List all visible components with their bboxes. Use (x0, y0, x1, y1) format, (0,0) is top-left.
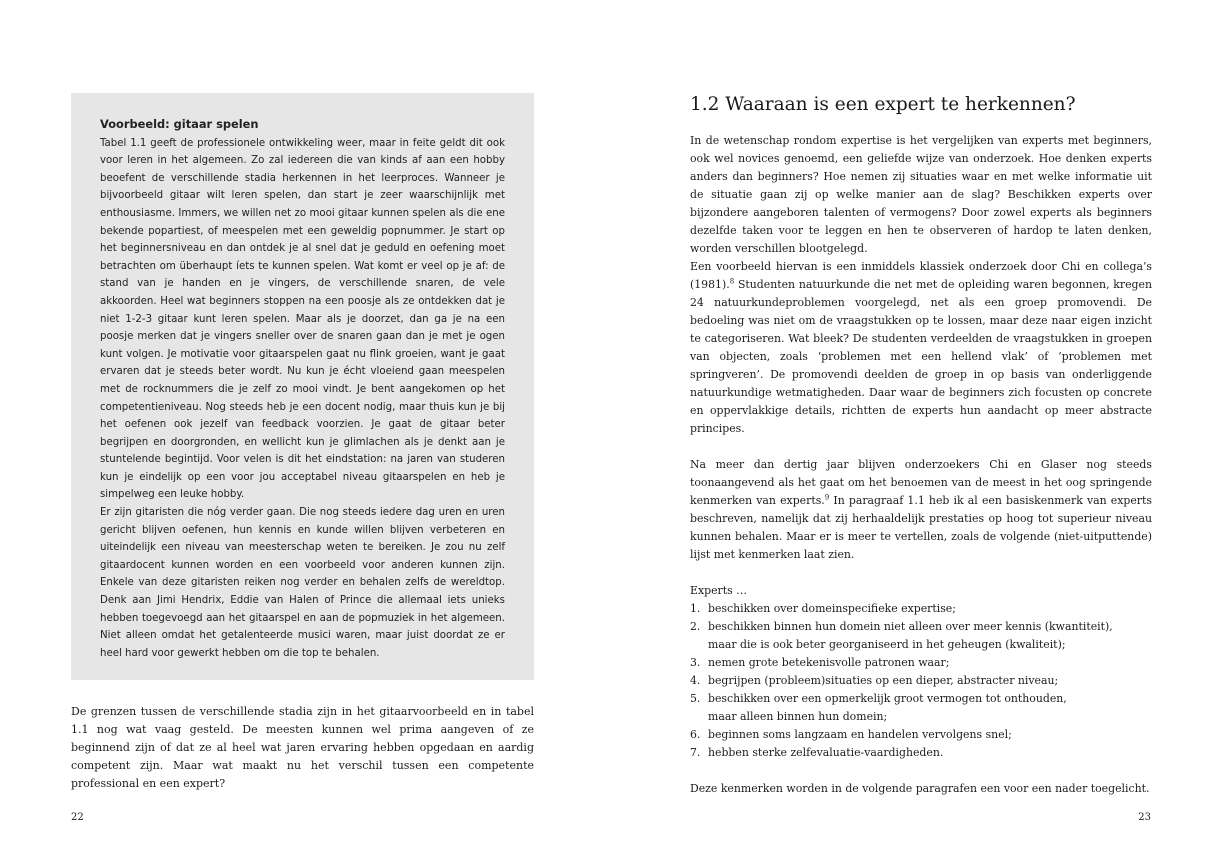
paragraph-chi-study-rest: Studenten natuurkunde die net met de opleiding waren begonnen, kregen 24 natuurkundeproblemen voorgelegd, net als een groep promovendi. De bedoeling was niet om de vraagstukken op te lossen, maar deze naar eigen inzicht te categoriseren. Wat bleek? De studenten verdeelden de vraagstukken in groepen van objecten, zoals ‘problemen met een hellend vlak’ of ‘problemen met springveren’. De promovendi deelden de groep in op basis van onderliggende natuurkundige wetmatigheden. Daar waar de beginners zich focusten op concrete en oppervlakkige details, richtten de experts hun aandacht op meer abstracte principes. (690, 278, 1152, 435)
expert-characteristics-list (690, 600, 1152, 762)
right-content (690, 92, 1152, 798)
list-item-text: nemen grote betekenisvolle patronen waar; (708, 656, 950, 669)
paragraph-chi-study-start: Een voorbeeld hiervan is een inmiddels klassiek onderzoek door Chi en collega’s (1981). (690, 260, 1152, 291)
paragraph-chi-glaser-rest: In paragraaf 1.1 heb ik al een basiskenmerk van experts beschreven, namelijk dat zij herhaaldelijk prestaties op hoog tot superieur niveau kunnen behalen. Maar er is meer te vertellen, zoals de volgende (niet-uitputtende) lijst met kenmerken laat zien. (690, 494, 1152, 561)
right-page (611, 0, 1222, 863)
footnote-marker-9: 9 (824, 493, 830, 502)
paragraph-chi-glaser-start: Na meer dan dertig jaar blijven onderzoekers Chi en Glaser nog steeds toonaangevend als het gaat om het benoemen van de meest in het oog springende kenmerken van experts. (690, 458, 1152, 507)
example-box-paragraph: Er zijn gitaristen die nóg verder gaan. Die nog steeds iedere dag uren en uren gericht blijven oefenen, hun kennis en kunde willen blijven verbeteren en uiteindelijk een niveau van meesterschap weten te bereiken. Je zou nu zelf gitaardocent kunnen worden en een voorbeeld voor anderen kunnen zijn. Enkele van deze gitaristen reiken nog verder en behalen zelfs de wereldtop. Denk aan Jimi Hendrix, Eddie van Halen of Prince die allemaal iets unieks hebben toegevoegd aan het gitaarspel en aan de popmuziek in het algemeen. Niet alleen omdat het getalenteerde musici waren, maar juist doordat ze er heel hard voor gewerkt hebben om die top te behalen. (100, 507, 505, 659)
list-item-text: maar alleen binnen hun domein; (708, 710, 888, 723)
list-item-number: 5. (690, 692, 701, 705)
list-item (690, 744, 1152, 762)
example-box (71, 93, 534, 680)
list-item-text: beschikken over een opmerkelijk groot vermogen tot onthouden, (708, 692, 1067, 705)
list-item (690, 672, 1152, 690)
list-item-number: 2. (690, 620, 701, 633)
page-number-left: 22 (71, 812, 84, 823)
closing-paragraph: Deze kenmerken worden in de volgende paragrafen een voor een nader toegelicht. (690, 782, 1150, 795)
list-item-number: 1. (690, 602, 701, 615)
list-item-number: 4. (690, 674, 701, 687)
list-item-text: hebben sterke zelfevaluatie-vaardigheden. (708, 746, 944, 759)
list-item-text: beschikken over domeinspecifieke expertise; (708, 602, 956, 615)
example-box-title: Voorbeeld: gitaar spelen (100, 117, 259, 131)
section-heading: 1.2 Waaraan is een expert te herkennen? (690, 94, 1076, 115)
list-item (690, 690, 1152, 726)
list-item-number: 3. (690, 656, 701, 669)
page-number-right: 23 (1138, 812, 1151, 823)
paragraph-chi-study (690, 258, 1152, 438)
list-item-text: maar die is ook beter georganiseerd in het geheugen (kwaliteit); (708, 638, 1066, 651)
footnote-marker-8: 8 (729, 277, 735, 286)
list-intro: Experts … (690, 584, 748, 597)
paragraph-chi-glaser (690, 456, 1152, 564)
list-item-text: beschikken binnen hun domein niet alleen over meer kennis (kwantiteit), (708, 620, 1113, 633)
paragraph-intro: In de wetenschap rondom expertise is het vergelijken van experts met beginners, ook wel novices genoemd, een geliefde wijze van onderzoek. Hoe denken experts anders dan beginners? Hoe nemen zij situaties waar en met welke informatie uit de situatie gaan zij op welke manier aan de slag? Beschikken experts over bijzondere aangeboren talenten of vermogens? Door zowel experts als beginners dezelfde taken voor te leggen en hen te observeren of hardop te laten denken, worden verschillen blootgelegd. (690, 134, 1152, 255)
list-item (690, 654, 1152, 672)
list-item (690, 618, 1152, 654)
list-item-text: beginnen soms langzaam en handelen vervolgens snel; (708, 728, 1012, 741)
list-item-number: 6. (690, 728, 701, 741)
list-item (690, 726, 1152, 744)
example-box-paragraph: Tabel 1.1 geeft de professionele ontwikkeling weer, maar in feite geldt dit ook voor leren in het algemeen. Zo zal iedereen die van kinds af aan een hobby beoefent de verschillende stadia herkennen in het leerproces. Wanneer je bijvoorbeeld gitaar wilt leren spelen, dan start je zeer waarschijnlijk met enthousiasme. Immers, we willen net zo mooi gitaar kunnen spelen als die ene bekende popartiest, of meespelen met een geweldig popnummer. Je start op het beginnersniveau en dan ontdek je al snel dat je geduld en oefening moet betrachten om überhaupt íets te kunnen spelen. Wat komt er veel op je af: de stand van je handen en je vingers, de verschillende snaren, de vele akkoorden. Heel wat beginners stoppen na een poosje als ze ontdekken dat je niet 1-2-3 gitaar kunt leren spelen. Maar als je doorzet, dan ga je na een poosje merken dat je vingers sneller over de snaren gaan dan je met je ogen kunt volgen. Je motivatie voor gitaarspelen gaat nu flink groeien, want je gaat ervaren dat je steeds beter wordt. Nu kun je écht vloeiend gaan meespelen met de rocknummers die je zelf zo mooi vindt. Je bent aangekomen op het competentieniveau. Nog steeds heb je een docent nodig, maar thuis kun je bij het oefenen ook jezelf van feedback voorzien. Je gaat de gitaar beter begrijpen en doorgronden, en wellicht kun je glimlachen als je denkt aan je stuntelende begintijd. Voor velen is dit het eindstation: na jaren van studeren kun je eindelijk op een voor jou acceptabel niveau gitaarspelen en heb je simpelweg een leuke hobby. (100, 137, 505, 501)
list-item-number: 7. (690, 746, 701, 759)
list-item-text: begrijpen (probleem)situaties op een dieper, abstracter niveau; (708, 674, 1059, 687)
list-item (690, 600, 1152, 618)
left-body-paragraph: De grenzen tussen de verschillende stadia zijn in het gitaarvoorbeeld en in tabel 1.1 nog wat vaag gesteld. De meesten kunnen wel prima aangeven of ze beginnend zijn of dat ze al heel wat jaren ervaring hebben opgedaan en aardig competent zijn. Maar wat maakt nu het verschil tussen een competente professional en een expert? (71, 705, 534, 790)
